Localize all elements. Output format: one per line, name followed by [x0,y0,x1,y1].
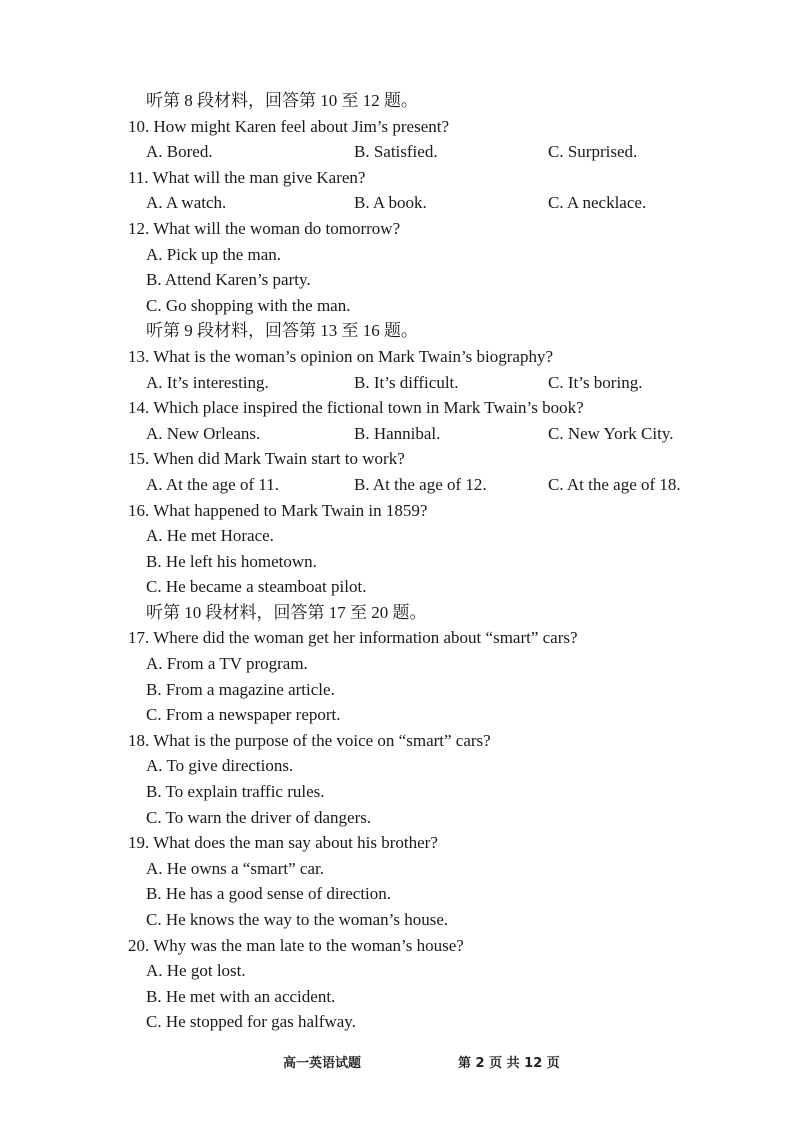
option-b: B. To explain traffic rules. [146,782,325,802]
section-heading: 听第 8 段材料，回答第 10 至 12 题。 [146,91,418,110]
option-row [128,421,768,447]
option-b: B. At the age of 12. [354,474,487,494]
option-a: A. New Orleans. [146,423,261,443]
option-a: A. To give directions. [146,756,294,776]
question-list [128,88,768,1035]
option-c: C. It’s boring. [548,372,643,392]
footer-page-number: 第 2 页 共 12 页 [458,1056,560,1071]
question-stem: 11. What will the man give Karen? [128,167,366,187]
option-a: A. Pick up the man. [146,244,282,264]
option-a: A. At the age of 11. [146,474,279,494]
option-b: B. Satisfied. [354,142,438,162]
option-c: C. To warn the driver of dangers. [146,807,372,827]
question-stem: 18. What is the purpose of the voice on “smart” cars? [128,730,491,750]
option-c: C. New York City. [548,423,674,443]
section-heading: 听第 10 段材料，回答第 17 至 20 题。 [146,602,427,622]
question-stem: 12. What will the woman do tomorrow? [128,218,401,238]
option-c: C. Go shopping with the man. [146,295,351,315]
option-row [128,370,768,396]
option-c: C. A necklace. [548,193,647,213]
footer-subject: 高一英语试题 [283,1056,362,1071]
option-b: B. He left his hometown. [146,551,317,571]
option-b: B. Attend Karen’s party. [146,270,311,290]
option-c: C. At the age of 18. [548,474,681,494]
option-a: A. A watch. [146,193,227,213]
option-a: A. He owns a “smart” car. [146,858,324,878]
option-row [128,472,768,498]
option-c: C. From a newspaper report. [146,705,341,725]
question-stem: 15. When did Mark Twain start to work? [128,449,405,469]
option-b: B. It’s difficult. [354,372,459,392]
question-stem: 19. What does the man say about his brother? [128,833,438,853]
option-b: B. Hannibal. [354,423,441,443]
section-heading: 听第 9 段材料，回答第 13 至 16 题。 [146,321,418,341]
option-a: A. He met Horace. [146,526,274,546]
option-b: B. A book. [354,193,427,213]
question-stem: 16. What happened to Mark Twain in 1859? [128,500,428,520]
option-a: A. From a TV program. [146,654,308,674]
question-stem: 17. Where did the woman get her information about “smart” cars? [128,628,578,648]
option-c: C. He stopped for gas halfway. [146,1012,356,1032]
question-stem: 10. How might Karen feel about Jim’s present? [128,116,450,136]
option-row [128,139,768,165]
question-stem: 20. Why was the man late to the woman’s house? [128,935,464,955]
option-a: A. It’s interesting. [146,372,269,392]
option-c: C. He became a steamboat pilot. [146,577,367,597]
question-stem: 14. Which place inspired the fictional town in Mark Twain’s book? [128,398,584,418]
option-row [128,190,768,216]
option-b: B. From a magazine article. [146,679,335,699]
option-b: B. He has a good sense of direction. [146,884,392,904]
option-a: A. He got lost. [146,961,246,981]
option-c: C. He knows the way to the woman’s house. [146,910,449,929]
question-stem: 13. What is the woman’s opinion on Mark Twain’s biography? [128,346,554,366]
option-b: B. He met with an accident. [146,986,336,1006]
option-c: C. Surprised. [548,142,638,162]
option-a: A. Bored. [146,142,213,162]
